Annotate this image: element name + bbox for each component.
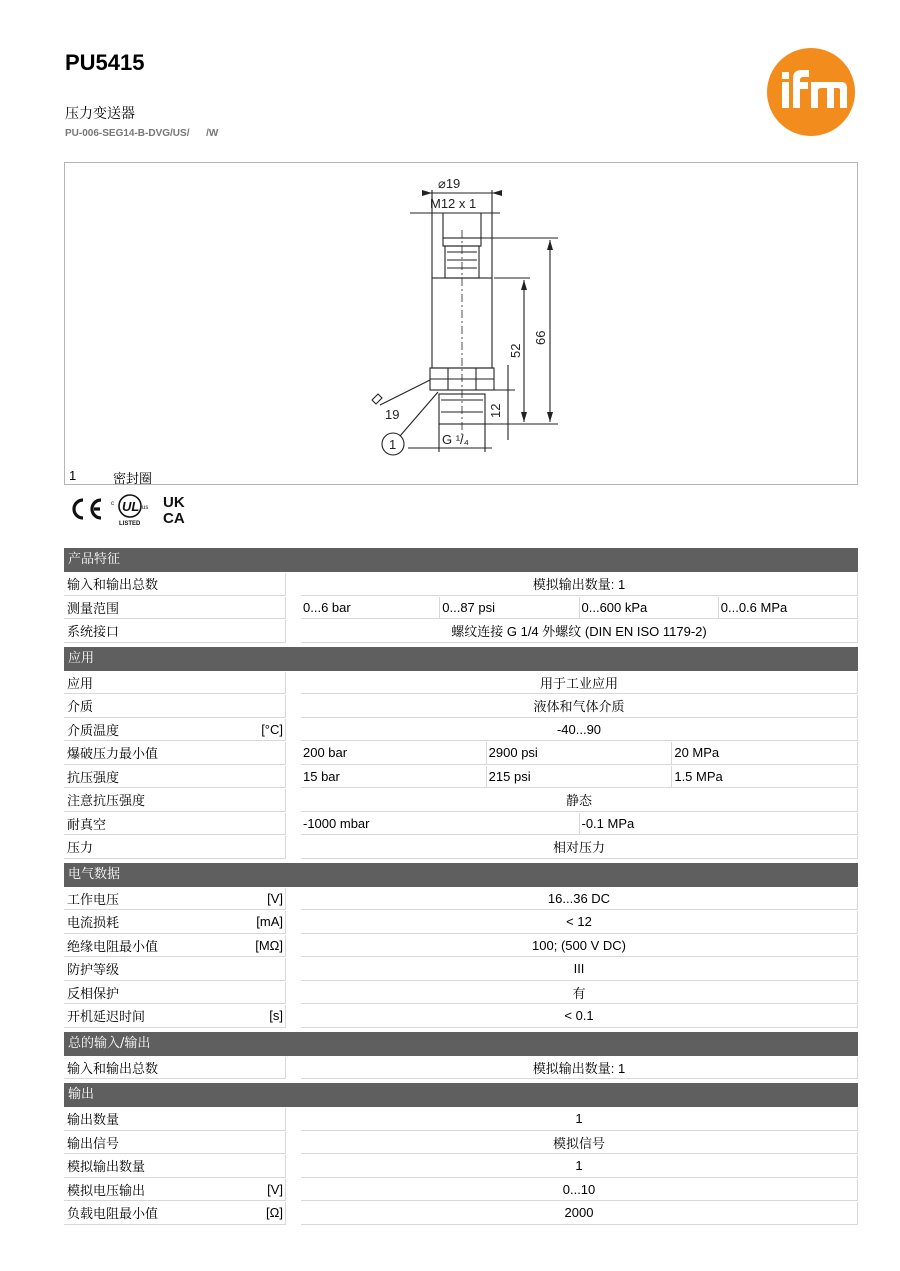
spec-label: 应用 xyxy=(67,676,94,692)
spec-row xyxy=(64,1155,858,1178)
spec-row xyxy=(64,935,858,958)
spec-row xyxy=(64,672,858,695)
spec-value: < 12 xyxy=(301,911,858,934)
spec-label-cell xyxy=(64,597,286,620)
spec-unit: [Ω] xyxy=(266,1205,283,1221)
spec-value: 1.5 MPa xyxy=(672,766,858,789)
spec-value: 16...36 DC xyxy=(301,888,858,911)
spec-unit: [V] xyxy=(267,890,283,906)
svg-text:c: c xyxy=(111,501,114,507)
spec-row xyxy=(64,1005,858,1028)
spec-label: 输入和输出总数 xyxy=(67,1061,159,1077)
specification-tables xyxy=(64,548,858,1229)
spec-value: 螺纹连接 G 1/4 外螺纹 (DIN EN ISO 1179-2) xyxy=(301,620,858,643)
product-title: PU5415 xyxy=(65,50,145,75)
ukca-mark-icon xyxy=(163,494,185,527)
spec-unit: [MΩ] xyxy=(255,937,283,953)
spec-row xyxy=(64,982,858,1005)
ifm-logo xyxy=(767,48,855,136)
spec-label-cell xyxy=(64,958,286,981)
spec-value: 2900 psi xyxy=(487,742,673,765)
dim-diameter-label: ⌀19 xyxy=(438,176,461,191)
spec-unit: [mA] xyxy=(256,914,283,930)
spec-row xyxy=(64,1179,858,1202)
product-code: PU-006-SEG14-B-DVG/US/ /W xyxy=(65,128,219,139)
dim-12-label: 12 xyxy=(488,403,503,418)
spec-row xyxy=(64,836,858,859)
spec-value: < 0.1 xyxy=(301,1005,858,1028)
spec-label-cell xyxy=(64,1155,286,1178)
spec-label: 防护等级 xyxy=(67,963,120,979)
spec-value: 0...87 psi xyxy=(440,597,579,620)
spec-label-cell xyxy=(64,888,286,911)
spec-value: 20 MPa xyxy=(672,742,858,765)
spec-label: 系统接口 xyxy=(67,625,120,641)
spec-label-cell xyxy=(64,813,286,836)
spec-label: 开机延迟时间 xyxy=(67,1010,146,1026)
spec-label: 输出信号 xyxy=(67,1136,120,1152)
spec-value: 0...600 kPa xyxy=(580,597,719,620)
section-header: 产品特征 xyxy=(64,548,858,572)
spec-value: -40...90 xyxy=(301,719,858,742)
dim-thread-label: M12 x 1 xyxy=(430,196,477,211)
spec-label-cell xyxy=(64,766,286,789)
svg-text:LISTED: LISTED xyxy=(119,521,141,527)
spec-label-cell xyxy=(64,1108,286,1131)
spec-label-cell xyxy=(64,935,286,958)
spec-value: 模拟输出数量: 1 xyxy=(301,573,858,596)
certification-marks xyxy=(67,493,197,527)
spec-label-cell xyxy=(64,672,286,695)
spec-label: 模拟输出数量 xyxy=(67,1160,146,1176)
spec-label: 耐真空 xyxy=(67,817,107,833)
spec-label-cell xyxy=(64,620,286,643)
callout-number: 1 xyxy=(389,437,397,452)
section-header: 总的输入/输出 xyxy=(64,1032,858,1056)
spec-value: 模拟输出数量: 1 xyxy=(301,1057,858,1080)
spec-value: 用于工业应用 xyxy=(301,672,858,695)
spec-value: 2000 xyxy=(301,1202,858,1225)
spec-label-cell xyxy=(64,911,286,934)
spec-label: 爆破压力最小值 xyxy=(67,747,159,763)
svg-text:UL: UL xyxy=(122,499,140,514)
svg-text:CA: CA xyxy=(163,510,185,527)
spec-label-cell xyxy=(64,1057,286,1080)
spec-row xyxy=(64,1202,858,1225)
ul-listed-icon xyxy=(111,495,148,527)
spec-label: 绝缘电阻最小值 xyxy=(67,939,159,955)
spec-value: 相对压力 xyxy=(301,836,858,859)
spec-value: 215 psi xyxy=(487,766,673,789)
spec-label: 介质 xyxy=(67,700,94,716)
spec-label: 介质温度 xyxy=(67,723,120,739)
spec-label: 工作电压 xyxy=(67,892,120,908)
spec-value: 有 xyxy=(301,982,858,1005)
spec-label-cell xyxy=(64,719,286,742)
spec-value: -1000 mbar xyxy=(301,813,580,836)
product-subtitle: 压力变送器 xyxy=(65,106,135,122)
spec-row xyxy=(64,719,858,742)
spec-row xyxy=(64,958,858,981)
spec-unit: [V] xyxy=(267,1181,283,1197)
svg-text:UK: UK xyxy=(163,494,185,511)
spec-label-cell xyxy=(64,1179,286,1202)
dim-wrench-label: 19 xyxy=(385,407,400,422)
spec-value: 静态 xyxy=(301,789,858,812)
spec-label-cell xyxy=(64,789,286,812)
spec-label-cell xyxy=(64,982,286,1005)
spec-row xyxy=(64,1132,858,1155)
spec-row xyxy=(64,911,858,934)
dimension-drawing xyxy=(355,170,575,462)
spec-label: 抗压强度 xyxy=(67,770,120,786)
spec-value: 模拟信号 xyxy=(301,1132,858,1155)
spec-value: 1 xyxy=(301,1155,858,1178)
section-header: 输出 xyxy=(64,1083,858,1107)
footnote-number: 1 xyxy=(69,468,77,483)
dim-52-label: 52 xyxy=(508,343,523,358)
spec-label: 压力 xyxy=(67,841,94,857)
section-header: 电气数据 xyxy=(64,863,858,887)
ce-mark-icon xyxy=(74,500,101,518)
spec-value: 100; (500 V DC) xyxy=(301,935,858,958)
spec-row xyxy=(64,1057,858,1080)
spec-label: 输出数量 xyxy=(67,1113,120,1129)
spec-label-cell xyxy=(64,573,286,596)
spec-label-cell xyxy=(64,695,286,718)
spec-label-cell xyxy=(64,1132,286,1155)
section-header: 应用 xyxy=(64,647,858,671)
spec-label: 测量范围 xyxy=(67,601,120,617)
spec-label: 电流损耗 xyxy=(67,916,120,932)
spec-row xyxy=(64,888,858,911)
footnote-text: 密封圈 xyxy=(113,472,153,487)
spec-value: 1 xyxy=(301,1108,858,1131)
spec-value: 液体和气体介质 xyxy=(301,695,858,718)
spec-value: 0...0.6 MPa xyxy=(719,597,858,620)
spec-unit: [°C] xyxy=(261,721,283,737)
spec-label: 模拟电压输出 xyxy=(67,1183,146,1199)
spec-row xyxy=(64,573,858,596)
spec-value: III xyxy=(301,958,858,981)
spec-value: -0.1 MPa xyxy=(580,813,859,836)
spec-label-cell xyxy=(64,1202,286,1225)
spec-label-cell xyxy=(64,1005,286,1028)
spec-label-cell xyxy=(64,742,286,765)
spec-row xyxy=(64,789,858,812)
spec-row xyxy=(64,620,858,643)
spec-row xyxy=(64,1108,858,1131)
spec-row xyxy=(64,766,858,789)
spec-label-cell xyxy=(64,836,286,859)
spec-value: 15 bar xyxy=(301,766,487,789)
spec-row xyxy=(64,695,858,718)
spec-unit: [s] xyxy=(269,1008,283,1024)
spec-value: 200 bar xyxy=(301,742,487,765)
spec-label: 反相保护 xyxy=(67,986,120,1002)
spec-row xyxy=(64,597,858,620)
svg-text:us: us xyxy=(142,505,149,511)
dim-66-label: 66 xyxy=(533,330,548,345)
spec-value: 0...6 bar xyxy=(301,597,440,620)
dim-g-thread-label: G ¹/₄ xyxy=(442,432,469,447)
spec-value: 0...10 xyxy=(301,1179,858,1202)
spec-row xyxy=(64,742,858,765)
spec-label: 输入和输出总数 xyxy=(67,578,159,594)
spec-row xyxy=(64,813,858,836)
spec-label: 注意抗压强度 xyxy=(67,794,146,810)
spec-label: 负载电阻最小值 xyxy=(67,1207,159,1223)
